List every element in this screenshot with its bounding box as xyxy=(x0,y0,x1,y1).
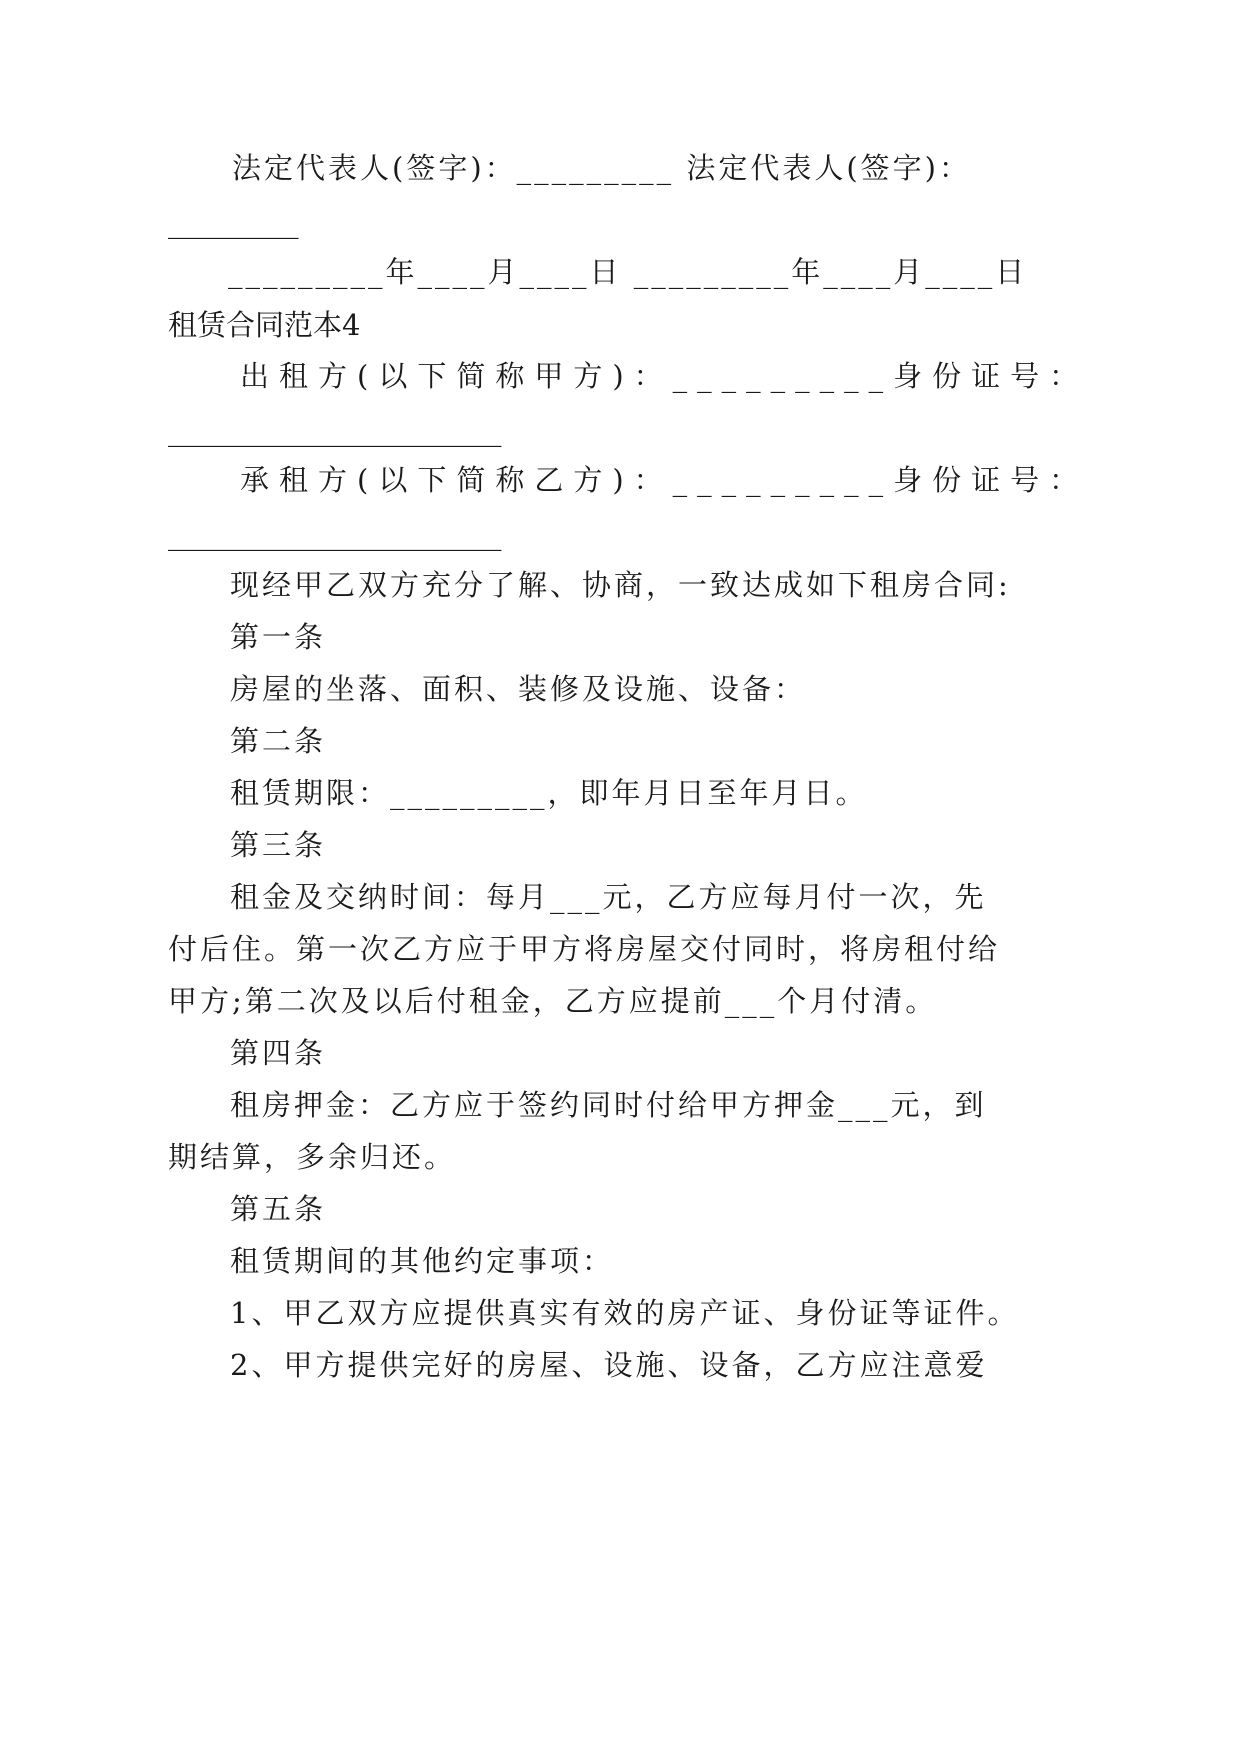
article-3-text-line-3: 甲方;第二次及以后付租金，乙方应提前___个月付清。 xyxy=(168,984,938,1018)
article-1-heading: 第一条 xyxy=(230,620,327,654)
article-5-item-1: 1、甲乙双方应提供真实有效的房产证、身份证等证件。 xyxy=(230,1296,1020,1330)
article-3-text-line-1: 租金及交纳时间：每月___元，乙方应每月付一次，先 xyxy=(230,880,987,914)
lessor-id-blank: _______________________ xyxy=(168,413,502,447)
article-4-text-line-1: 租房押金：乙方应于签约同时付给甲方押金___元，到 xyxy=(230,1088,987,1122)
signature-blank-continued: _________ xyxy=(168,205,299,239)
signature-line-representatives: 法定代表人(签字)：_________ 法定代表人(签字)： xyxy=(232,151,971,185)
article-4-text-line-2: 期结算，多余归还。 xyxy=(168,1140,457,1174)
article-1-text: 房屋的坐落、面积、装修及设施、设备： xyxy=(230,672,807,706)
article-4-heading: 第四条 xyxy=(230,1036,327,1070)
article-3-heading: 第三条 xyxy=(230,828,327,862)
section-title: 租赁合同范本4 xyxy=(168,308,361,342)
article-5-item-2: 2、甲方提供完好的房屋、设施、设备，乙方应注意爱 xyxy=(230,1348,988,1382)
lessee-id-blank: _______________________ xyxy=(168,517,502,551)
article-2-heading: 第二条 xyxy=(230,724,327,758)
article-5-heading: 第五条 xyxy=(230,1192,327,1226)
article-5-intro: 租赁期间的其他约定事项： xyxy=(230,1244,615,1278)
preamble-paragraph: 现经甲乙双方充分了解、协商，一致达成如下租房合同: xyxy=(230,568,1011,602)
article-3-text-line-2: 付后住。第一次乙方应于甲方将房屋交付同时，将房租付给 xyxy=(168,932,1001,966)
lessee-line: 承租方(以下简称乙方)：_________身份证号： xyxy=(240,463,1089,497)
signature-date-line: _________年____月____日 _________年____月____日 xyxy=(228,255,1028,289)
lessor-line: 出租方(以下简称甲方)：_________身份证号： xyxy=(240,359,1089,393)
article-2-text: 租赁期限：_________，即年月日至年月日。 xyxy=(230,776,868,810)
